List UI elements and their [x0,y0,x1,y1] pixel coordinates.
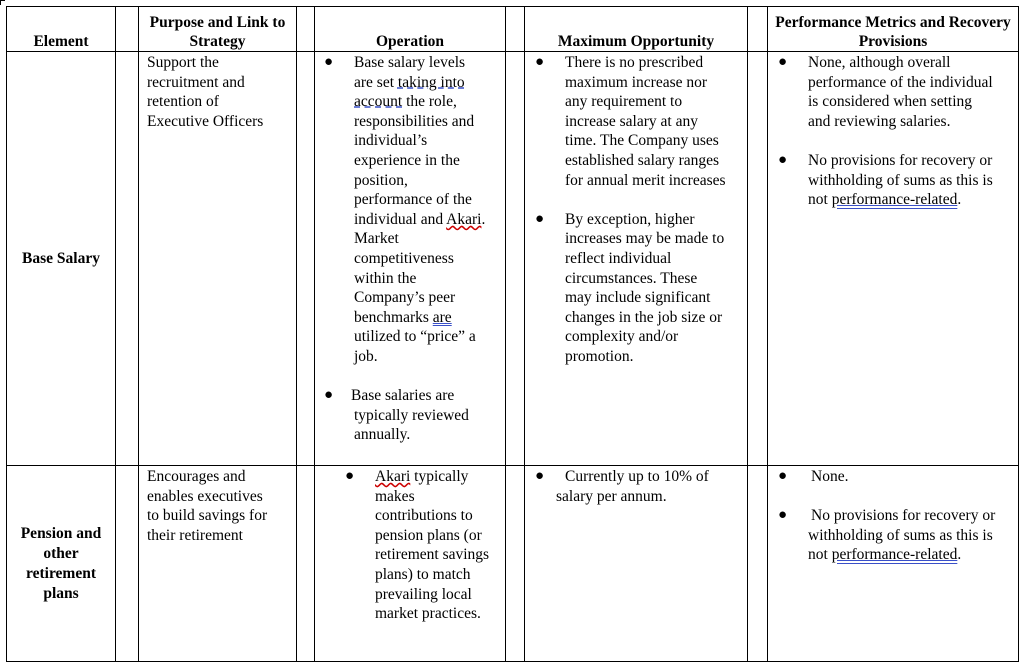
text-line: Encourages and [147,468,246,485]
text-span: . [957,191,962,209]
bullet-icon: ● [324,54,334,70]
bullet-icon: ● [778,507,788,524]
column-line [767,6,768,662]
bullet-icon: ● [778,151,788,168]
column-line [1018,6,1019,662]
text-line: By exception, higher [565,210,695,228]
text-line: plans) to match [375,565,471,583]
text-line: No provisions for recovery or [811,507,996,525]
header-element: Element [33,33,89,50]
text-line: experience in the [354,151,460,169]
text-line: makes [375,487,415,505]
bullet-item [778,467,1018,487]
text-line: increases may be made to [565,230,725,248]
column-line [314,6,315,662]
table-border-bottom [6,661,1019,662]
text-line: contributions to [375,507,473,525]
text-line: competitiveness [354,249,454,267]
text-line: time. The Company uses [565,132,719,150]
bullet-item [324,386,504,445]
text-line: circumstances. These [565,269,698,287]
bullet-item [778,53,1018,131]
bullet-icon: ● [535,468,545,484]
bullet-icon: ● [345,468,355,484]
column-line [524,6,525,662]
text-line: maximum increase nor [565,73,708,91]
header-purpose: Purpose and Link to Strategy [149,14,286,50]
text-span: typically [410,468,469,485]
text-span: not [808,191,832,209]
row-separator [6,465,1019,466]
text-line: performance of the [354,191,472,209]
text-line: pension plans (or [375,526,482,544]
text-line: position, [354,171,408,189]
bullet-icon: ● [535,210,545,227]
text-span: . [957,546,962,564]
header-max-opportunity: Maximum Opportunity [557,33,715,50]
column-line [115,6,116,662]
text-line: market practices. [375,605,481,623]
header-metrics: Performance Metrics and Recovery Provisions [775,14,1011,50]
text-line: prevailing local [375,585,472,603]
header-operation: Operation [375,33,445,50]
row-label-pension [8,466,114,661]
text-line: to build savings for [147,507,268,525]
text-line: None. [811,468,849,485]
text-line: Company’s peer [354,289,456,307]
column-line [747,6,748,662]
bullet-icon: ● [778,54,788,70]
row-label-base-salary: Base Salary [22,249,100,267]
text-line [354,73,504,93]
text-line: retention of [147,93,219,111]
text-span: the role, [402,93,457,111]
text-line: Base salary levels [354,54,466,71]
bullet-item [535,53,747,190]
row1-max-opportunity [535,53,747,367]
spelling-flag: Akari [446,210,482,228]
text-line: recruitment and [147,73,245,91]
text-line: annually. [354,426,411,444]
text-line: retirement [26,564,96,582]
text-line: may include significant [565,289,711,307]
text-line: and reviewing salaries. [808,112,951,130]
text-span: benchmarks [354,308,433,326]
grammar-flag: performance-related [831,546,958,564]
row2-metrics [778,467,1018,565]
text-line: enables executives [147,487,263,505]
text-line: complexity and/or [565,328,679,346]
text-span: are set [354,73,398,91]
text-span: . [481,210,486,228]
bullet-icon: ● [324,387,334,404]
page-corner-mark [0,0,5,5]
column-line [296,6,297,662]
text-line: increase salary at any [565,112,698,130]
text-line: responsibilities and [354,112,475,130]
bullet-icon: ● [535,54,545,70]
text-line: their retirement [147,526,243,544]
column-line [138,6,139,662]
table-border-top [6,6,1019,7]
text-line: individual’s [354,132,428,150]
column-line [6,6,7,662]
bullet-item [535,210,747,367]
text-line: withholding of sums as this is [808,526,993,544]
text-span: individual and [354,210,447,228]
text-line: Market [354,230,399,248]
text-line: established salary ranges [565,151,720,169]
text-span: not [808,546,832,564]
text-line: withholding of sums as this is [808,171,993,189]
text-line: for annual merit increases [565,171,726,189]
row2-purpose [147,467,295,545]
text-line: Executive Officers [147,112,264,130]
text-line: None, although overall [808,54,951,71]
grammar-flag: taking into [397,73,465,91]
text-line [375,467,505,487]
text-line: typically reviewed [354,406,469,424]
bullet-item [778,506,1018,565]
text-line: other [43,544,79,562]
column-line [505,6,506,662]
text-line [354,92,504,112]
row1-operation [324,53,504,445]
text-line: changes in the job size or [565,308,723,326]
text-line: performance of the individual [808,73,993,91]
text-line: reflect individual [565,249,672,267]
row2-operation [345,467,505,624]
text-line: retirement savings [375,546,490,564]
text-line: promotion. [565,347,634,365]
text-line: within the [354,269,417,287]
text-line [354,308,504,328]
text-line: salary per annum. [556,487,667,505]
text-line: Currently up to 10% of [565,468,709,485]
text-line: any requirement to [565,93,683,111]
bullet-item [778,151,1018,210]
row2-max-opportunity [535,467,746,506]
text-line [354,210,504,230]
text-line: Support the [147,54,219,71]
text-line: There is no prescribed [565,54,704,71]
text-line: plans [43,584,79,602]
header-separator [6,51,1019,52]
grammar-flag: are [432,308,452,326]
text-line: job. [354,347,378,365]
text-line: No provisions for recovery or [808,151,993,169]
text-line: utilized to “price” a [354,328,476,346]
row1-metrics [778,53,1018,210]
spelling-flag: Akari [375,468,411,485]
text-line: Pension and [20,524,102,542]
grammar-flag: performance-related [831,191,958,209]
bullet-icon: ● [778,468,788,484]
text-line: Base salaries are [351,387,455,405]
text-line [808,545,1018,565]
grammar-flag: account [354,93,403,111]
text-line [808,190,1018,210]
row1-purpose [147,53,295,131]
text-line: is considered when setting [808,93,973,111]
